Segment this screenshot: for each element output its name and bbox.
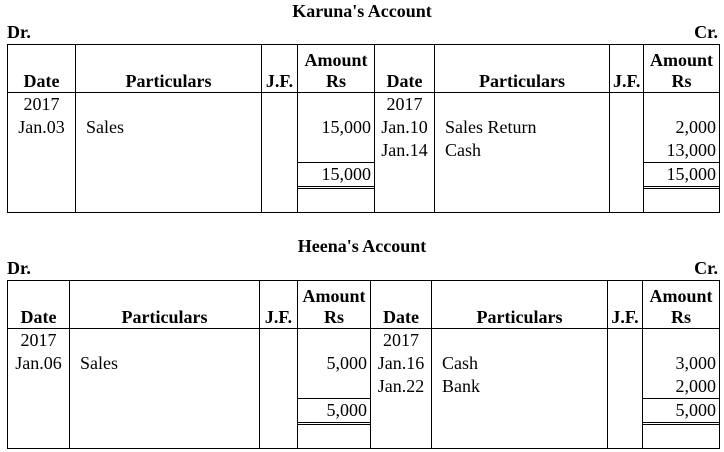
total-row (8, 162, 720, 189)
particulars-cell: Bank (432, 375, 608, 398)
cr-label: Cr. (694, 22, 718, 42)
amount-cell: 13,000 (644, 139, 720, 162)
header-particulars: Particulars (76, 45, 262, 93)
header-amount: Amount Rs (643, 281, 720, 329)
header-jf: J.F. (608, 281, 643, 329)
year-cell: 2017 (375, 93, 435, 117)
particulars-cell: Sales (76, 116, 262, 139)
header-amount: Amount Rs (298, 45, 375, 93)
table-row (8, 139, 720, 162)
table-row (8, 425, 720, 449)
amount-cell: 2,000 (644, 116, 720, 139)
amount-cell: 3,000 (643, 352, 720, 375)
year-cell: 2017 (371, 329, 432, 353)
particulars-cell: Sales (70, 352, 260, 375)
date-cell: Jan.14 (375, 139, 435, 162)
cr-label: Cr. (694, 258, 718, 278)
total-amount: 5,000 (643, 398, 719, 425)
header-date: Date (8, 45, 76, 93)
header-jf: J.F. (262, 45, 298, 93)
ledger-table-heena (7, 280, 720, 449)
particulars-cell: Cash (435, 139, 610, 162)
header-date: Date (8, 281, 70, 329)
table-row (8, 375, 720, 398)
total-amount: 15,000 (644, 162, 719, 189)
account-title-karuna: Karuna's Account (292, 1, 432, 21)
table-row (8, 116, 720, 139)
table-row (8, 352, 720, 375)
dr-label: Dr. (7, 22, 31, 42)
amount-cell: 5,000 (298, 352, 371, 375)
header-amount: Amount Rs (644, 45, 720, 93)
table-row (8, 329, 720, 353)
header-date: Date (375, 45, 435, 93)
table-row (8, 189, 720, 213)
header-jf: J.F. (610, 45, 644, 93)
amount-cell: 2,000 (643, 375, 720, 398)
total-row (8, 398, 720, 425)
header-particulars: Particulars (432, 281, 608, 329)
date-cell: Jan.10 (375, 116, 435, 139)
header-particulars: Particulars (435, 45, 610, 93)
total-amount: 5,000 (298, 398, 370, 425)
table-row (8, 93, 720, 117)
date-cell: Jan.06 (8, 352, 70, 375)
header-particulars: Particulars (70, 281, 260, 329)
particulars-cell: Sales Return (435, 116, 610, 139)
year-cell: 2017 (8, 329, 70, 353)
date-cell: Jan.16 (371, 352, 432, 375)
header-amount: Amount Rs (298, 281, 371, 329)
dr-label: Dr. (7, 258, 31, 278)
total-amount: 15,000 (298, 162, 374, 189)
header-date: Date (371, 281, 432, 329)
date-cell: Jan.03 (8, 116, 76, 139)
account-title-heena: Heena's Account (297, 236, 427, 256)
ledger-table-karuna (7, 44, 720, 213)
year-cell: 2017 (8, 93, 76, 117)
particulars-cell: Cash (432, 352, 608, 375)
amount-cell: 15,000 (298, 116, 375, 139)
header-jf: J.F. (260, 281, 298, 329)
date-cell: Jan.22 (371, 375, 432, 398)
